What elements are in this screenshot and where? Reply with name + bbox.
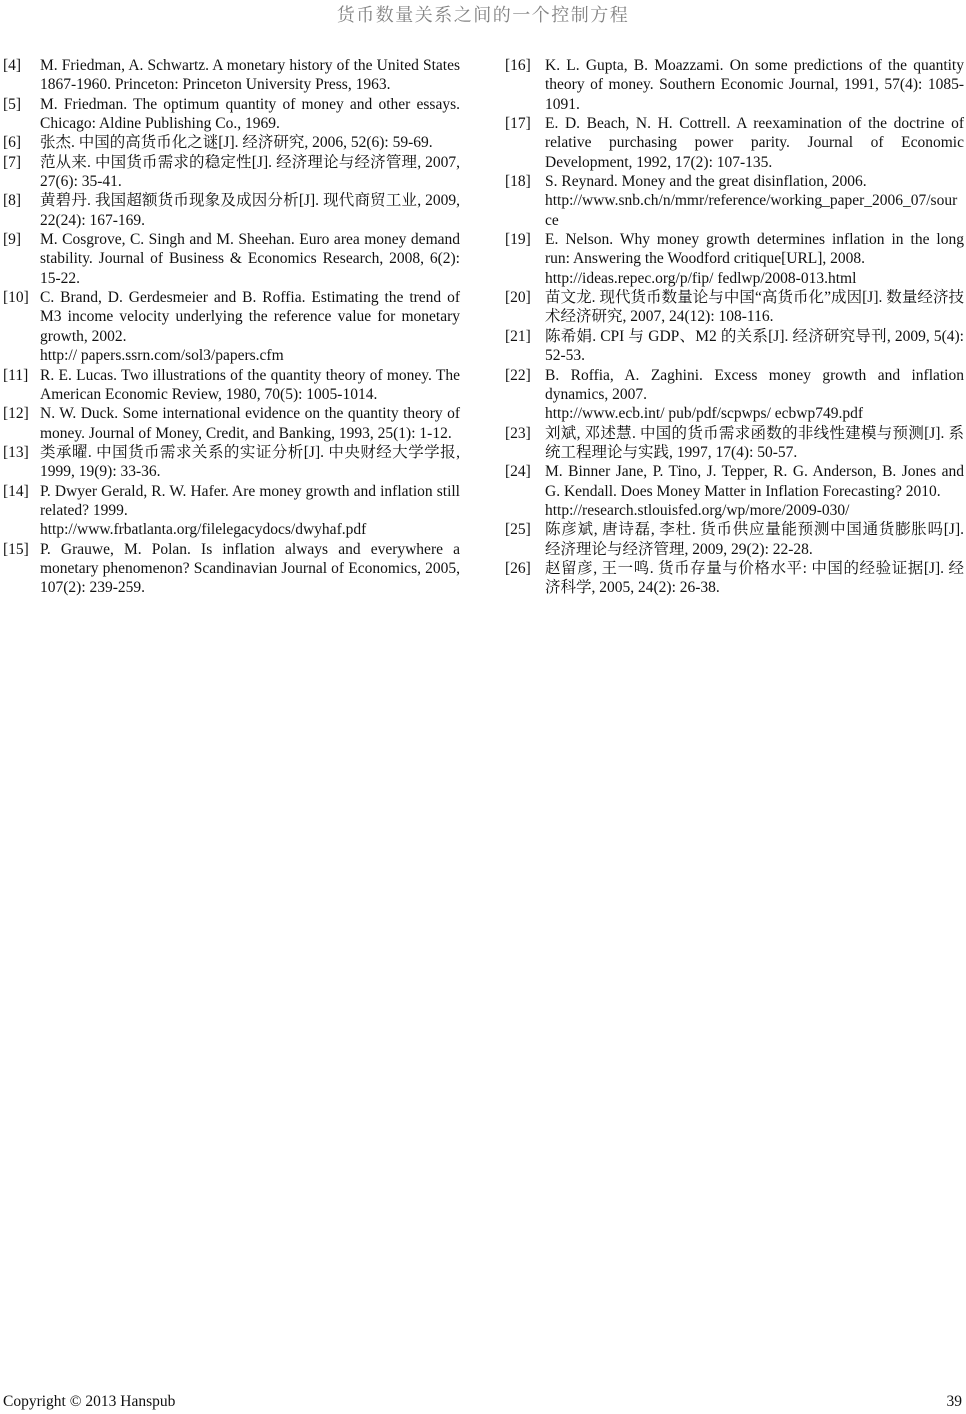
reference-url: http://www.ecb.int/ pub/pdf/scpwps/ ecbwp749.pdf xyxy=(545,405,863,423)
reference-number: [26] xyxy=(505,559,531,577)
reference-item xyxy=(505,327,964,366)
reference-number: [24] xyxy=(505,463,531,481)
reference-number: [9] xyxy=(3,231,22,249)
reference-text: K. L. Gupta, B. Moazzami. On some predictions of the quantity theory of money. Southern Economic Journal, 1991, 57(4): 1085-1091. xyxy=(545,57,964,113)
reference-item xyxy=(3,153,460,192)
reference-number: [15] xyxy=(3,540,29,558)
reference-item xyxy=(505,114,964,172)
reference-text: 陈希娟. CPI 与 GDP、M2 的关系[J]. 经济研究导刊, 2009, 5(4): 52-53. xyxy=(545,327,964,365)
reference-url: http://ideas.repec.org/p/fip/ fedlwp/2008-013.html xyxy=(545,269,857,287)
references-column-right xyxy=(505,56,964,598)
reference-item xyxy=(505,462,964,520)
reference-item xyxy=(3,288,460,365)
reference-url: http://www.snb.ch/n/mmr/reference/working_paper_2006_07/source xyxy=(545,192,958,229)
reference-number: [18] xyxy=(505,173,531,191)
reference-text: 范从来. 中国货币需求的稳定性[J]. 经济理论与经济管理, 2007, 27(6): 35-41. xyxy=(40,153,460,191)
reference-text: E. Nelson. Why money growth determines inflation in the long run: Answering the Woodford critique[URL], 2008. xyxy=(545,231,964,268)
reference-number: [4] xyxy=(3,57,22,74)
reference-text: B. Roffia, A. Zaghini. Excess money growth and inflation dynamics, 2007. xyxy=(545,366,964,403)
reference-item xyxy=(505,230,964,288)
reference-text: S. Reynard. Money and the great disinflation, 2006. xyxy=(545,173,867,191)
reference-number: [23] xyxy=(505,424,531,442)
reference-item xyxy=(505,288,964,327)
reference-number: [5] xyxy=(3,95,22,113)
reference-item xyxy=(3,56,460,95)
reference-text: 张杰. 中国的高货币化之谜[J]. 经济研究, 2006, 52(6): 59-69. xyxy=(40,134,433,152)
reference-text: P. Grauwe, M. Polan. Is inflation always and everywhere a monetary phenomenon? Scandinavian Journal of Economics, 2005, 107(2): 239-259. xyxy=(40,540,460,597)
reference-text: 陈彦斌, 唐诗磊, 李杜. 货币供应量能预测中国通货膨胀吗[J]. 经济理论与经济管理, 2009, 29(2): 22-28. xyxy=(545,521,964,558)
reference-item xyxy=(505,56,964,114)
reference-number: [12] xyxy=(3,405,29,423)
reference-item xyxy=(505,520,964,559)
reference-text: E. D. Beach, N. H. Cottrell. A reexamination of the doctrine of relative purchasing power parity. Journal of Economic Development, 1992, 17(2): 107-135. xyxy=(545,115,964,171)
reference-number: [14] xyxy=(3,482,29,500)
reference-url: http://www.frbatlanta.org/filelegacydocs/dwyhaf.pdf xyxy=(40,521,367,539)
reference-item xyxy=(505,172,964,230)
reference-item xyxy=(3,230,460,288)
reference-text: 类承曜. 中国货币需求关系的实证分析[J]. 中央财经大学学报, 1999, 19(9): 33-36. xyxy=(40,443,460,481)
reference-text: 黄碧丹. 我国超额货币现象及成因分析[J]. 现代商贸工业, 2009, 22(24): 167-169. xyxy=(40,192,460,229)
reference-number: [7] xyxy=(3,153,22,171)
reference-url: http:// papers.ssrn.com/sol3/papers.cfm xyxy=(40,347,284,365)
reference-item xyxy=(3,404,460,443)
reference-item xyxy=(3,366,460,405)
reference-number: [11] xyxy=(3,366,29,384)
reference-item xyxy=(3,540,460,598)
footer-page-number: 39 xyxy=(946,1393,962,1410)
reference-text: R. E. Lucas. Two illustrations of the quantity theory of money. The American Economic Review, 1980, 70(5): 1005-1014. xyxy=(40,366,460,403)
reference-number: [21] xyxy=(505,327,531,345)
reference-number: [16] xyxy=(505,57,531,74)
references-column-left xyxy=(3,56,460,598)
reference-number: [8] xyxy=(3,192,22,210)
reference-number: [19] xyxy=(505,231,531,249)
reference-text: P. Dwyer Gerald, R. W. Hafer. Are money growth and inflation still related? 1999. xyxy=(40,482,460,519)
reference-item xyxy=(505,424,964,463)
reference-number: [10] xyxy=(3,289,29,307)
reference-number: [20] xyxy=(505,289,531,307)
reference-text: M. Friedman, A. Schwartz. A monetary history of the United States 1867-1960. Princeton: Princeton University Press, 1963. xyxy=(40,57,460,94)
reference-number: [6] xyxy=(3,134,22,152)
reference-item xyxy=(3,95,460,134)
reference-item xyxy=(3,133,460,152)
reference-text: 苗文龙. 现代货币数量论与中国“高货币化”成因[J]. 数量经济技术经济研究, 2007, 24(12): 108-116. xyxy=(545,289,964,326)
reference-item xyxy=(3,482,460,540)
reference-text: 刘斌, 邓述慧. 中国的货币需求函数的非线性建模与预测[J]. 系统工程理论与实践, 1997, 17(4): 50-57. xyxy=(545,424,964,461)
reference-text: M. Cosgrove, C. Singh and M. Sheehan. Euro area money demand stability. Journal of Business & Economics Research, 2008, 6(2): 15-22. xyxy=(40,231,460,287)
reference-number: [22] xyxy=(505,366,531,384)
reference-text: M. Friedman. The optimum quantity of money and other essays. Chicago: Aldine Publishing Co., 1969. xyxy=(40,95,460,133)
reference-number: [25] xyxy=(505,521,531,539)
reference-item xyxy=(505,366,964,424)
reference-text: 赵留彦, 王一鸣. 货币存量与价格水平: 中国的经验证据[J]. 经济科学, 2005, 24(2): 26-38. xyxy=(545,559,964,597)
footer-copyright: Copyright © 2013 Hanspub xyxy=(3,1393,176,1410)
reference-url: http://research.stlouisfed.org/wp/more/2009-030/ xyxy=(545,501,850,519)
reference-text: N. W. Duck. Some international evidence on the quantity theory of money. Journal of Money, Credit, and Banking, 1993, 25(1): 1-12. xyxy=(40,405,460,442)
reference-item xyxy=(3,443,460,482)
reference-item xyxy=(3,191,460,230)
reference-item xyxy=(505,559,964,598)
reference-text: M. Binner Jane, P. Tino, J. Tepper, R. G. Anderson, B. Jones and G. Kendall. Does Money Matter in Inflation Forecasting? 2010. xyxy=(545,463,964,500)
reference-number: [17] xyxy=(505,115,531,133)
running-head-title: 货币数量关系之间的一个控制方程 xyxy=(336,5,630,25)
reference-number: [13] xyxy=(3,443,29,461)
reference-text: C. Brand, D. Gerdesmeier and B. Roffia. Estimating the trend of M3 income velocity underlying the reference value for monetary growth, 2002. xyxy=(40,289,460,345)
